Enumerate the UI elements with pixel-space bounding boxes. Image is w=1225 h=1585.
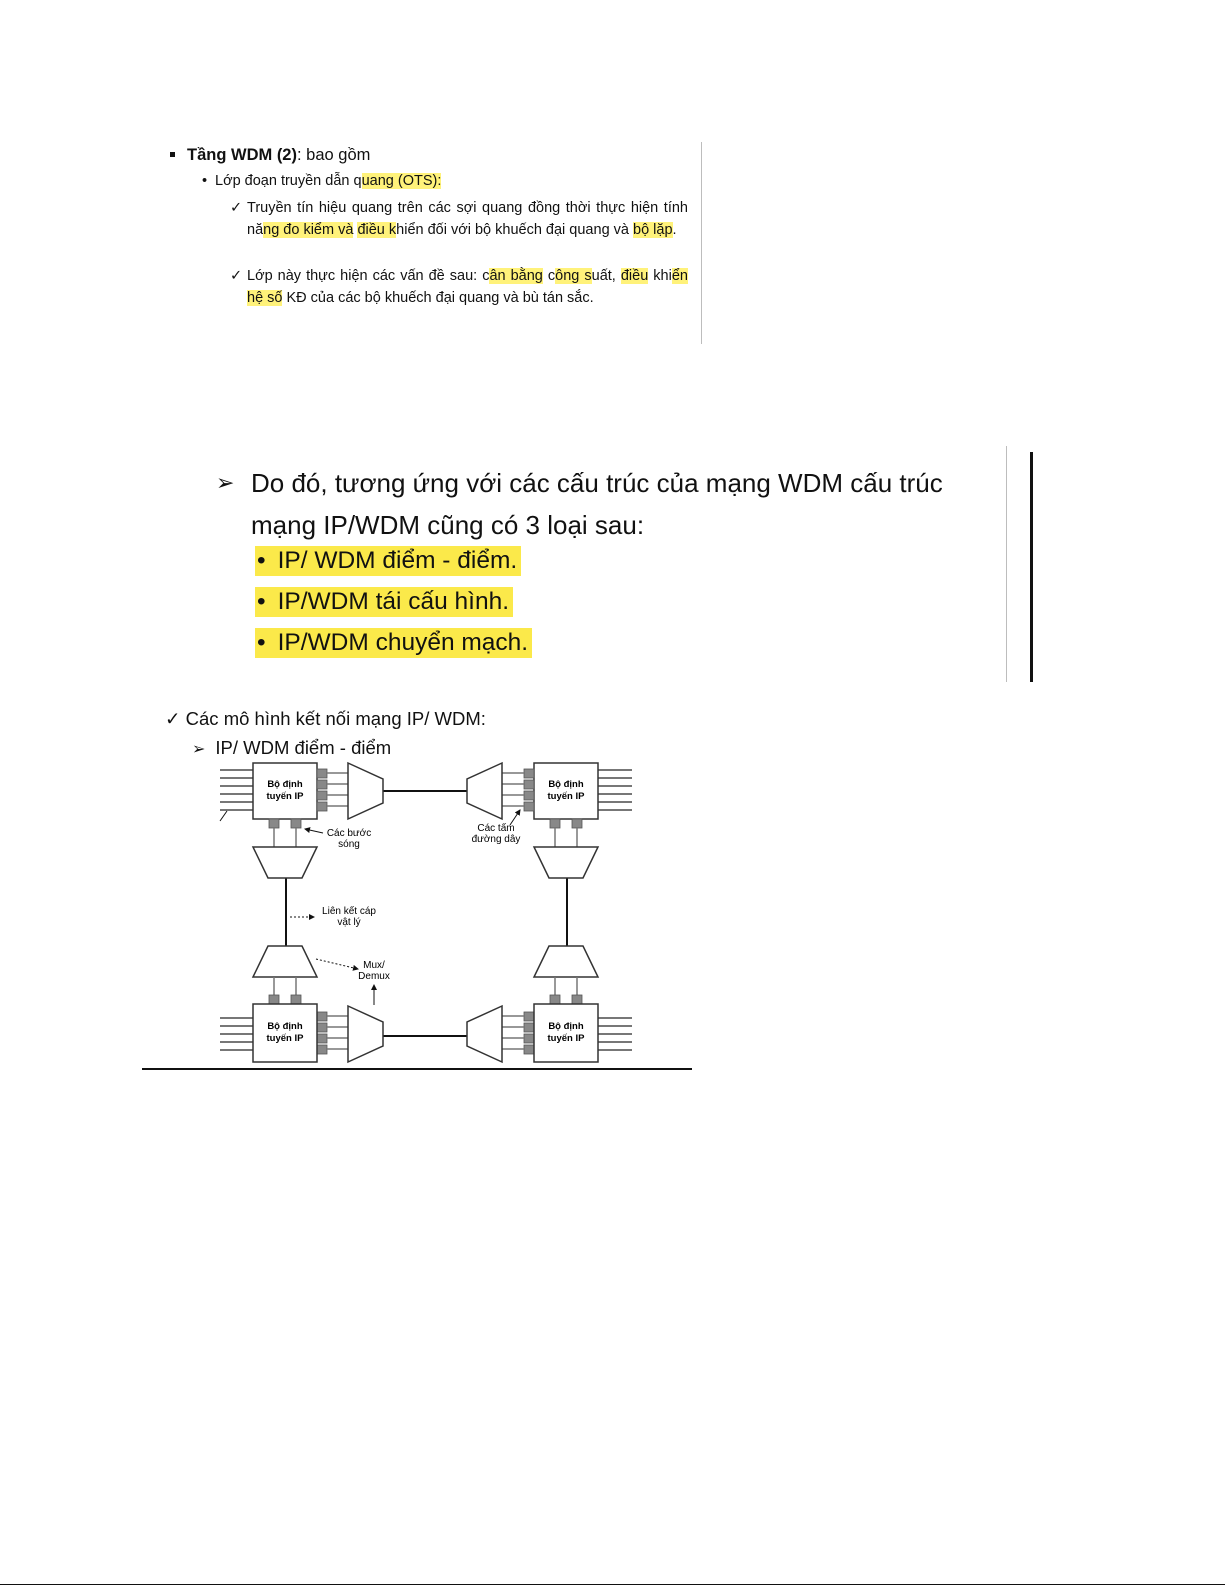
list-item-text: IP/ WDM điểm - điểm.: [277, 547, 518, 574]
router-bottom-left: [220, 946, 383, 1062]
checkmark-icon: ✓: [230, 200, 243, 216]
highlight-run: ân bằng: [489, 268, 543, 284]
square-bullet-icon: [170, 152, 175, 157]
ipwdm-types-excerpt: [200, 440, 1040, 682]
mux-label: Mux/: [363, 960, 385, 971]
text-run: Truyền tín hiệu quang trên các sợi quang đồng thời thực hiện tính nă: [247, 200, 688, 238]
p2p-subtitle: IP/ WDM điểm - điểm: [215, 737, 392, 758]
router-label: tuyến IP: [266, 1033, 304, 1044]
ots-highlight: uang (OTS):: [361, 173, 442, 189]
physical-cable-label: Liên kết cáp: [322, 906, 376, 917]
highlight-run: ông s: [555, 268, 592, 284]
router-label: Bộ định: [267, 779, 303, 790]
ots-point-1: [230, 197, 688, 241]
heading-bold: Tầng WDM (2): [187, 146, 297, 164]
wavelengths-label: Các bước: [326, 828, 372, 839]
line-cards-label: Các tấm: [477, 823, 515, 834]
wdm-layer-excerpt: [160, 140, 705, 345]
router-label: Bộ định: [548, 779, 584, 790]
checkmark-icon: ✓: [165, 708, 181, 729]
list-item-text: IP/WDM tái cấu hình.: [277, 588, 510, 615]
text-run: hiển đối với bộ khuếch đại quang và: [396, 222, 633, 238]
physical-cable-label: vật lý: [337, 917, 361, 928]
router-label: tuyến IP: [547, 791, 585, 802]
excerpt-border: [1006, 446, 1007, 682]
highlight-run: ng đo kiểm và: [263, 222, 354, 238]
text-run: uất,: [591, 268, 621, 284]
ots-point-2: [230, 265, 688, 309]
text-run: KĐ của các bộ khuếch đại quang và bù tán sắc.: [282, 290, 594, 306]
router-bottom-right: [467, 946, 632, 1062]
list-item: [255, 587, 513, 617]
connection-models-heading: [165, 708, 486, 730]
text-run: c: [542, 268, 556, 284]
router-top-left: [220, 763, 383, 878]
connection-models-title: Các mô hình kết nối mạng IP/ WDM:: [185, 708, 486, 729]
intro-text: Do đó, tương ứng với các cấu trúc của mạng WDM cấu trúc mạng IP/WDM cũng có 3 loại sau:: [251, 468, 943, 540]
highlight-run: điều k: [357, 222, 397, 238]
bullet-icon: •: [257, 629, 266, 656]
mux-label: Demux: [358, 971, 390, 982]
router-top-right: [467, 763, 632, 878]
checkmark-icon: ✓: [230, 268, 243, 284]
p2p-network-diagram: [140, 755, 700, 1075]
bullet-icon: •: [257, 588, 266, 615]
router-label: tuyến IP: [266, 791, 304, 802]
ots-subheading: [202, 173, 441, 189]
ots-text: Lớp đoạn truyền dẫn q: [215, 173, 362, 189]
text-run: .: [672, 222, 677, 238]
text-run: khi: [648, 268, 672, 284]
wdm-layer-heading: [170, 146, 370, 165]
text-run: Lớp này thực hiện các vấn đề sau: c: [247, 268, 490, 284]
arrow-bullet-icon: ➢: [192, 741, 206, 758]
router-label: Bộ định: [548, 1021, 584, 1032]
line-cards-label: đường dây: [471, 834, 521, 845]
ipwdm-types-intro: [216, 462, 1006, 546]
highlight-run: bộ lặp: [633, 222, 673, 238]
bullet-icon: •: [257, 547, 266, 574]
highlight-run: ển hệ số: [247, 268, 688, 306]
list-item: [255, 628, 532, 658]
heading-rest: : bao gồm: [296, 146, 371, 164]
list-item-text: IP/WDM chuyển mạch.: [277, 629, 529, 656]
list-item: [255, 546, 521, 576]
arrow-bullet-icon: ➢: [216, 470, 235, 495]
highlight-run: điều: [620, 268, 649, 284]
dot-bullet-icon: •: [202, 173, 208, 189]
router-label: tuyến IP: [547, 1033, 585, 1044]
excerpt-border: [701, 142, 702, 344]
wavelengths-label: sóng: [338, 839, 360, 850]
router-label: Bộ định: [267, 1021, 303, 1032]
excerpt-border-thick: [1030, 452, 1033, 682]
